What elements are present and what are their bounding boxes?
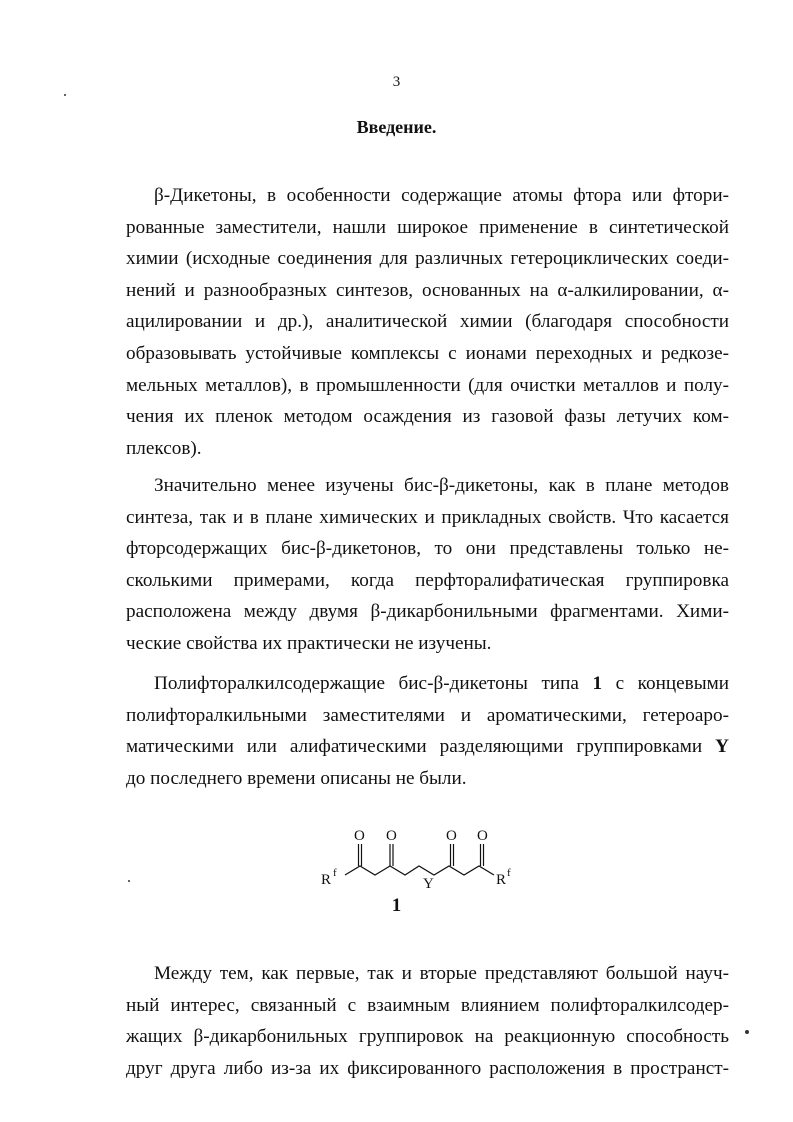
scan-speck	[64, 94, 66, 96]
compound-number: 1	[391, 895, 402, 916]
paragraph-2-line: ческие свойства их практически не изучены.	[126, 632, 492, 654]
scan-speck	[745, 1030, 749, 1034]
paragraph-3	[126, 668, 729, 794]
paragraph-1-line: плексов).	[126, 437, 202, 459]
y-group-label: Y	[423, 876, 434, 892]
oxygen-label: O	[386, 828, 397, 844]
paragraph-1-line: мельных металлов), в промышленности (для очистки металлов и полу-	[126, 374, 729, 396]
oxygen-label: O	[446, 828, 457, 844]
r-left-superscript: f	[333, 867, 337, 879]
paragraph-3-line-1	[126, 668, 729, 700]
page-number: 3	[392, 74, 401, 90]
paragraph-1-line: химии (исходные соединения для различных гетероциклических соеди-	[126, 248, 729, 270]
paragraph-3-line-3	[126, 731, 729, 763]
scan-speck	[128, 880, 130, 882]
paragraph-3-line-2: полифторалкильными заместителями и ароматическими, гетероаро-	[126, 704, 729, 726]
oxygen-label: O	[477, 828, 488, 844]
paragraph-1-line: β-Дикетоны, в особенности содержащие атомы фтора или фтори-	[154, 185, 729, 206]
paragraph-4-line: Между тем, как первые, так и вторые представляют большой науч-	[154, 963, 729, 984]
paragraph-2-line: Значительно менее изучены бис-β-дикетоны, как в плане методов	[154, 475, 729, 496]
paragraph-4-line: жащих β-дикарбонильных группировок на реакционную способность	[126, 1026, 729, 1048]
paragraph-2	[126, 470, 729, 660]
paragraph-3-line-4: до последнего времени описаны не были.	[126, 767, 467, 789]
paragraph-2-line: синтеза, так и в плане химических и прикладных свойств. Что касается	[126, 506, 729, 528]
paragraph-4	[126, 958, 729, 1084]
r-right-superscript: f	[507, 867, 511, 879]
paragraph-3-text: Полифторалкилсодержащие бис-β-дикетоны типа	[154, 673, 593, 694]
paragraph-4-line: ный интерес, связанный с взаимным влиянием полифторалкилсодер-	[126, 994, 729, 1016]
paragraph-2-line: расположена между двумя β-дикарбонильными фрагментами. Хими-	[126, 601, 729, 623]
page-title: Введение.	[356, 117, 437, 137]
structure-backbone	[345, 866, 494, 875]
paragraph-3-text: матическими или алифатическими разделяющими группировками	[126, 736, 716, 758]
paragraph-1-line: рованные заместители, нашли широкое применение в синтетической	[126, 216, 729, 238]
paragraph-2-line: фторсодержащих бис-β-дикетонов, то они представлены только не-	[126, 538, 729, 560]
bis-diketone-structure-svg	[305, 822, 545, 902]
paragraph-1-line: чения их пленок методом осаждения из газовой фазы летучих ком-	[126, 406, 729, 428]
paragraph-1-line: ацилировании и др.), аналитической химии (благодаря способности	[126, 311, 729, 333]
r-right-label: R	[496, 872, 507, 888]
group-y-ref: Y	[715, 736, 729, 758]
oxygen-label: O	[354, 828, 365, 844]
paragraph-4-line: друг друга либо из-за их фиксированного расположения в пространст-	[126, 1057, 729, 1079]
paragraph-2-line: сколькими примерами, когда перфторалифатическая группировка	[126, 569, 729, 591]
r-left-label: R	[321, 872, 332, 888]
compound-ref-1: 1	[592, 673, 603, 694]
paragraph-1	[126, 180, 729, 464]
paragraph-1-line: нений и разнообразных синтезов, основанных на α-алкилировании, α-	[126, 279, 729, 301]
paragraph-1-line: образовывать устойчивые комплексы с ионами переходных и редкозе-	[126, 342, 729, 364]
paragraph-3-text: с концевыми	[602, 673, 729, 694]
